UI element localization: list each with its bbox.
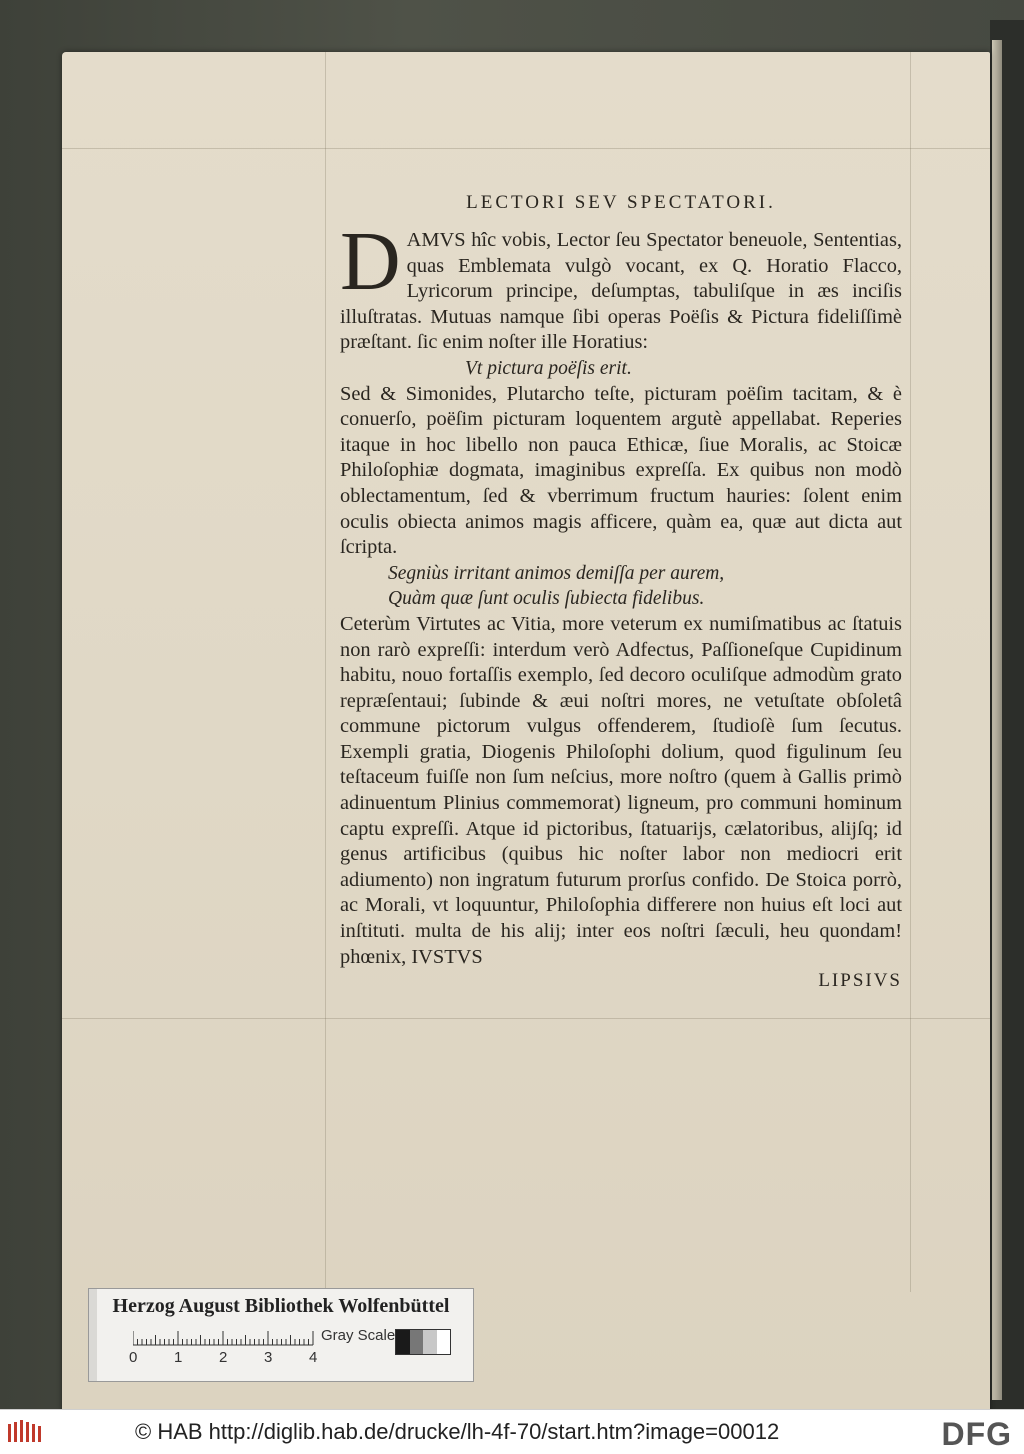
crop-line-right [910,52,911,1292]
catchword: LIPSIVS [818,970,902,992]
footer-url-link[interactable]: © HAB http://diglib.hab.de/drucke/lh-4f-70/start.htm?image=00012 [135,1419,780,1444]
swatch-dark-gray [410,1330,424,1354]
paragraph-2: Sed & Simonides, Plutarcho teſte, picturam poëſim tacitam, & è conuerſo, poëſim picturam loquentem argutè appellabat. Reperies itaque in hoc libello non pauca Ethicæ, ſiue Moralis, ac Stoicæ Philoſophiæ dogmata, imaginibus expreſſa. Ex quibus non modò oblectamentum, ſed & vberrimum fructum hauries: ſolent enim oculis obiecta animos magis afficere, quàm ea, quæ aut dicta aut ſcripta. [340,382,902,559]
ruler-number-0: 0 [129,1349,138,1366]
verse-1: Vt pictura poëſis erit. [465,357,632,379]
next-page-edge [992,40,1002,1400]
ruler-number-1: 1 [174,1349,183,1366]
swatch-white [437,1330,451,1354]
hab-logo-icon [6,1418,46,1446]
verse-3: Quàm quæ ſunt oculis ſubiecta fidelibus. [388,588,705,610]
ruler-icon [133,1323,315,1347]
dfg-logo: DFG [941,1416,1012,1452]
paragraph-3: Ceterùm Virtutes ac Vitia, more veterum ex numiſmatibus ac ſtatuis non rarò expreſſi: interdum verò Adfectus, Paſſioneſque Cupidinum habitu, nouo fortaſſis exemplo, ſed decoro oculiſque admodùm grato repræſentaui; ſubinde & æui noſtri mores, ne vetuſtate obſoletâ commune pictorum vulgus offenderem, ſtudioſè ſum ſecutus. Exempli gratia, Diogenis Philoſophi dolium, quod figulinum ſeu teſtaceum fuiſſe non ſum neſcius, more noſtro (quem à Gallis primò adinuentum Plinius commemorat) ligneum, pro communi hominum captu expreſſi. Atque id pictoribus, ſtatuarijs, cælatoribus, alijſq; id genus artificibus (quibus hic noſter labor non mediocri erit adiumento) non ingratum futurum prorſus confido. De Stoica porrò, ac Morali, vt loquuntur, Philoſophia differere non huius eſt loci aut inſtituti. multa de his alij; inter eos noſtri ſæculi, heu quondam! phœnix, IVSTVS [340,612,902,968]
page-heading: LECTORI SEV SPECTATORI. [466,192,776,213]
ruler-number-2: 2 [219,1349,228,1366]
swatch-light-gray [423,1330,437,1354]
crop-line-top [62,148,990,149]
crop-line-left [325,52,326,1292]
verse-2: Segniùs irritant animos demiſſa per aurem, [388,562,725,584]
footer-bar [0,1409,1024,1454]
page-text [340,192,902,992]
gray-scale-swatches [395,1329,451,1355]
gray-scale-label: Gray Scale [321,1327,396,1344]
crop-line-bottom [62,1018,990,1019]
paragraph-1-text: AMVS hîc vobis, Lector ſeu Spectator beneuole, Sententias, quas Emblemata vulgò vocant, ex Q. Horatio Flacco, Lyricorum principe, deſumptas, tabuliſque in æs inciſis illuſtratas. Mutuas namque ſibi operas Poëſis & Pictura fideliſſimè præſtant. ſic enim noſter ille Horatius: [340,229,902,354]
swatch-black [396,1330,410,1354]
ruler-number-3: 3 [264,1349,273,1366]
colorbar-title: Herzog August Bibliothek Wolfenbüttel [112,1295,450,1317]
ruler-number-4: 4 [309,1349,318,1366]
color-calibration-bar [88,1288,474,1382]
paragraph-1 [340,215,902,356]
drop-cap: D [340,215,401,308]
